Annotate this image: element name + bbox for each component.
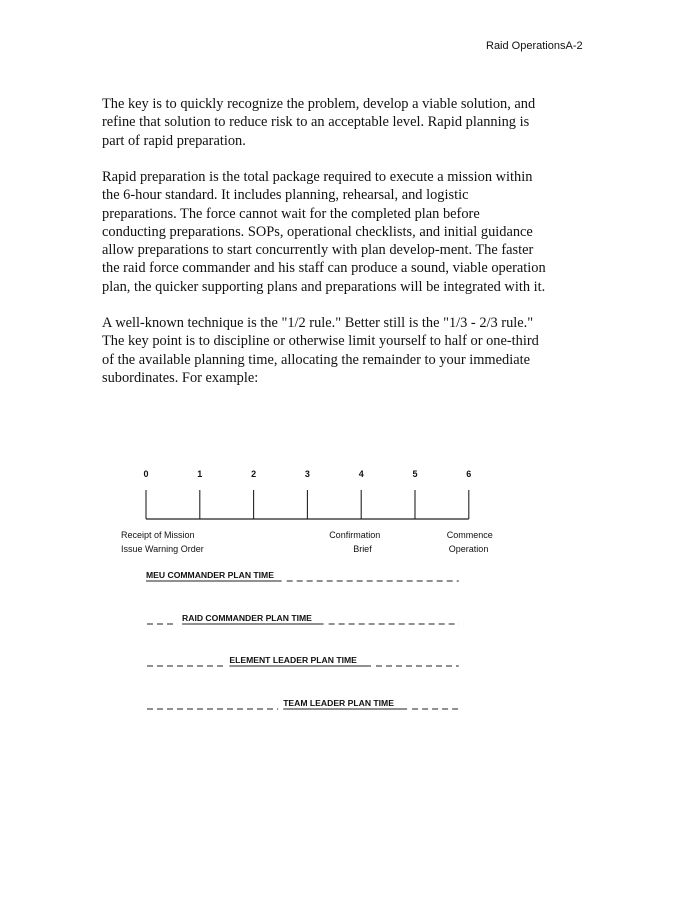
text-line: part of rapid preparation. (102, 132, 246, 149)
text-line: of the available planning time, allocating the remainder to your immediate (102, 351, 530, 368)
running-header: Raid OperationsA-2 (486, 40, 583, 52)
text-line: refine that solution to reduce risk to an acceptable level. Rapid planning is (102, 114, 530, 131)
text-line: A well-known technique is the "1/2 rule." Better still is the "1/3 - 2/3 rule." (102, 315, 534, 331)
plan-time-label: MEU COMMANDER PLAN TIME (146, 570, 274, 580)
hour-label: 4 (358, 469, 364, 479)
milestone-label: Operation (448, 544, 489, 554)
hour-label: 6 (466, 469, 472, 479)
text-line: the raid force commander and his staff can produce a sound, viable operation (102, 260, 546, 277)
text-line: allow preparations to start concurrently with plan develop-ment. The faster (102, 242, 534, 259)
text-line: preparations. The force cannot wait for the completed plan before (102, 205, 480, 222)
hour-label: 3 (304, 469, 310, 479)
plan-time-label: ELEMENT LEADER PLAN TIME (229, 655, 357, 665)
text-line: plan, the quicker supporting plans and preparations will be integrated with it. (102, 278, 546, 295)
hour-label: 0 (143, 469, 149, 479)
text-line: The key point is to discipline or otherwise limit yourself to half or one-third (102, 333, 539, 350)
milestone-label: Commence (446, 530, 493, 540)
text-line: subordinates. For example: (102, 369, 259, 386)
text-line: conducting preparations. SOPs, operational checklists, and initial guidance (102, 223, 533, 240)
plan-time-label: RAID COMMANDER PLAN TIME (182, 613, 312, 623)
text-line: the 6-hour standard. It includes planning, rehearsal, and logistic (102, 187, 469, 204)
hour-label: 5 (412, 469, 418, 479)
milestone-label: Issue Warning Order (121, 544, 204, 554)
milestone-label: Brief (353, 544, 372, 554)
hour-label: 2 (251, 469, 257, 479)
milestone-label: Confirmation (329, 530, 381, 540)
milestone-label: Receipt of Mission (121, 530, 195, 540)
hour-label: 1 (197, 469, 203, 479)
text-line: Rapid preparation is the total package required to execute a mission within (102, 169, 533, 185)
plan-time-label: TEAM LEADER PLAN TIME (283, 698, 394, 708)
text-line: The key is to quickly recognize the problem, develop a viable solution, and (102, 96, 536, 112)
